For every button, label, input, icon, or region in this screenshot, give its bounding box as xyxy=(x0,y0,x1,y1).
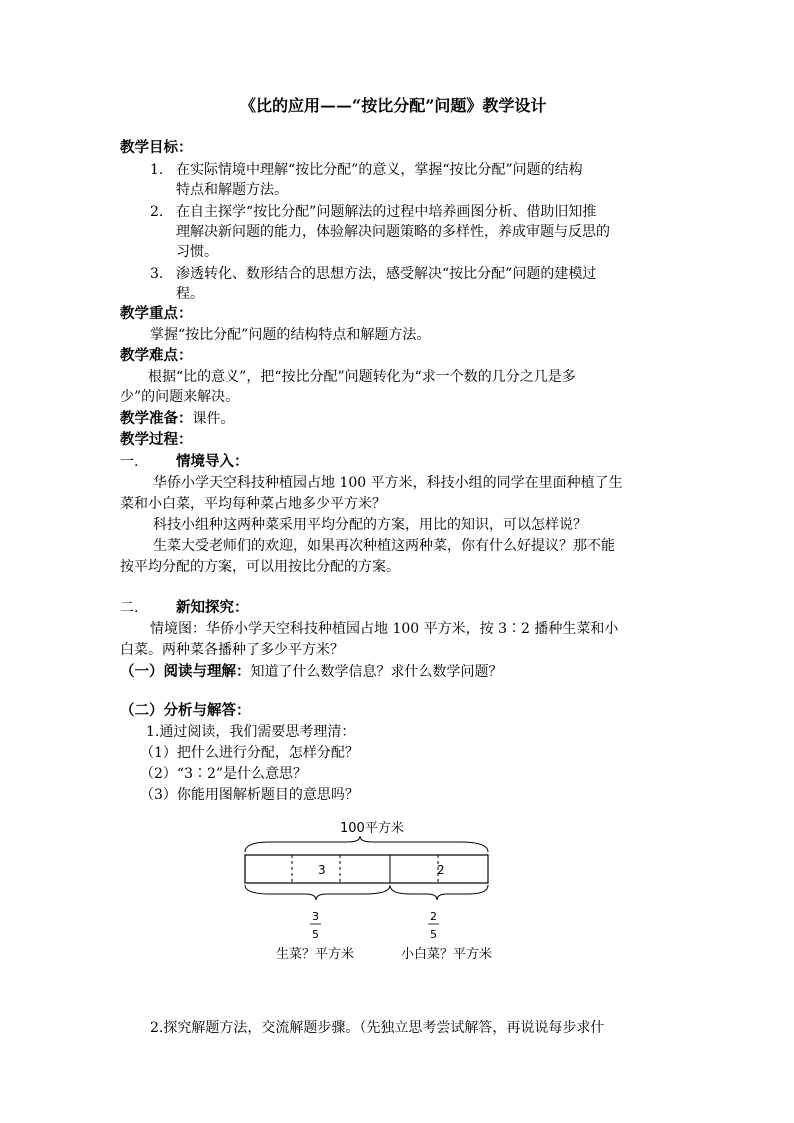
goal-2-text: 在自主探学“按比分配”问题解法的过程中培养画图分析、借助旧知推 xyxy=(176,204,597,220)
right-ratio-label: 2 xyxy=(437,863,445,877)
section-1-p2: 科技小组种这两种菜采用平均分配的方案，用比的知识，可以怎样说？ xyxy=(153,517,587,533)
subsection-1-text: 知道了什么数学信息？求什么数学问题？ xyxy=(250,664,503,680)
subsection-1-line xyxy=(120,662,503,682)
difficulty-line-2: 少”的问题来解决。 xyxy=(120,389,240,405)
section-2-p1-line-2: 白菜。两种菜各播种了多少平方米？ xyxy=(120,642,344,658)
goal-3-number: 3. xyxy=(150,266,164,282)
goal-1-text: 在实际情境中理解“按比分配”的意义，掌握“按比分配”问题的结构 xyxy=(176,162,583,178)
subsection-2-label: （二）分析与解答： xyxy=(120,702,251,719)
goal-3-line-1 xyxy=(150,264,596,284)
prep-heading: 教学准备： xyxy=(120,410,193,427)
section-1-number: 一. xyxy=(120,454,139,470)
document-title: 《比的应用——“按比分配”问题》教学设计 xyxy=(240,96,547,115)
key-text: 掌握“按比分配”问题的结构特点和解题方法。 xyxy=(150,327,431,343)
section-2-number: 二. xyxy=(120,600,139,616)
goal-2-number: 2. xyxy=(150,204,164,220)
question-3: （3）你能用图解析题目的意思吗？ xyxy=(140,787,359,803)
prep-text: 课件。 xyxy=(192,411,235,427)
step-2: 2.探究解题方法，交流解题步骤。（先独立思考尝试解答，再说说每步求什 xyxy=(150,1020,605,1036)
left-ratio-label: 3 xyxy=(318,863,326,877)
left-brace xyxy=(245,885,390,900)
section-1-p3-line-2: 按平均分配的方案，可以用按比分配的方案。 xyxy=(120,559,400,575)
left-caption: 生菜？平方米 xyxy=(276,947,355,962)
right-fraction-denominator: 5 xyxy=(430,928,437,941)
subsection-1-label: （一）阅读与理解： xyxy=(120,663,251,680)
right-brace xyxy=(390,885,488,900)
goal-3-line-2: 程。 xyxy=(176,286,204,302)
goal-2-line-2: 理解决新问题的能力，体验解决问题策略的多样性，养成审题与反思的 xyxy=(176,224,610,240)
question-2: （2）“3∶2”是什么意思？ xyxy=(140,766,308,782)
section-1-heading: 情境导入： xyxy=(176,453,249,470)
left-fraction-numerator: 3 xyxy=(312,910,319,923)
step-1: 1.通过阅读，我们需要思考理清： xyxy=(146,724,356,740)
section-1-p1-line-1: 华侨小学天空科技种植园占地 100 平方米，科技小组的同学在里面种植了生 xyxy=(153,475,623,491)
goal-2-line-1 xyxy=(150,202,596,222)
left-fraction-denominator: 5 xyxy=(312,928,319,941)
question-1: （1）把什么进行分配，怎样分配？ xyxy=(140,745,359,761)
goal-1-line-1 xyxy=(150,160,583,180)
difficulty-line-1: 根据“比的意义”，把“按比分配”问题转化为“求一个数的几分之几是多 xyxy=(148,369,576,385)
section-2-heading: 新知探究： xyxy=(176,599,249,616)
section-1-p1-line-2: 菜和小白菜，平均每种菜占地多少平方米？ xyxy=(120,496,386,512)
prep-line xyxy=(120,409,235,429)
goals-heading: 教学目标： xyxy=(120,139,193,156)
right-fraction-numerator: 2 xyxy=(430,910,437,923)
total-bar xyxy=(245,855,488,883)
goal-1-line-2: 特点和解题方法。 xyxy=(176,182,288,198)
goal-1-number: 1. xyxy=(150,162,164,178)
top-brace xyxy=(245,836,488,852)
difficulty-heading: 教学难点： xyxy=(120,347,193,364)
ratio-bar-diagram xyxy=(230,812,520,972)
section-1-p3-line-1: 生菜大受老师们的欢迎，如果再次种植这两种菜，你有什么好提议？那不能 xyxy=(153,538,615,554)
process-heading: 教学过程： xyxy=(120,431,193,448)
total-label: 100平方米 xyxy=(340,821,404,836)
goal-3-text: 渗透转化、数形结合的思想方法，感受解决“按比分配”问题的建模过 xyxy=(176,266,597,282)
goal-2-line-3: 习惯。 xyxy=(176,244,218,260)
key-heading: 教学重点： xyxy=(120,305,193,322)
right-caption: 小白菜？平方米 xyxy=(401,947,493,962)
section-2-p1-line-1: 情境图：华侨小学天空科技种植园占地 100 平方米，按 3∶2 播种生菜和小 xyxy=(150,621,619,637)
